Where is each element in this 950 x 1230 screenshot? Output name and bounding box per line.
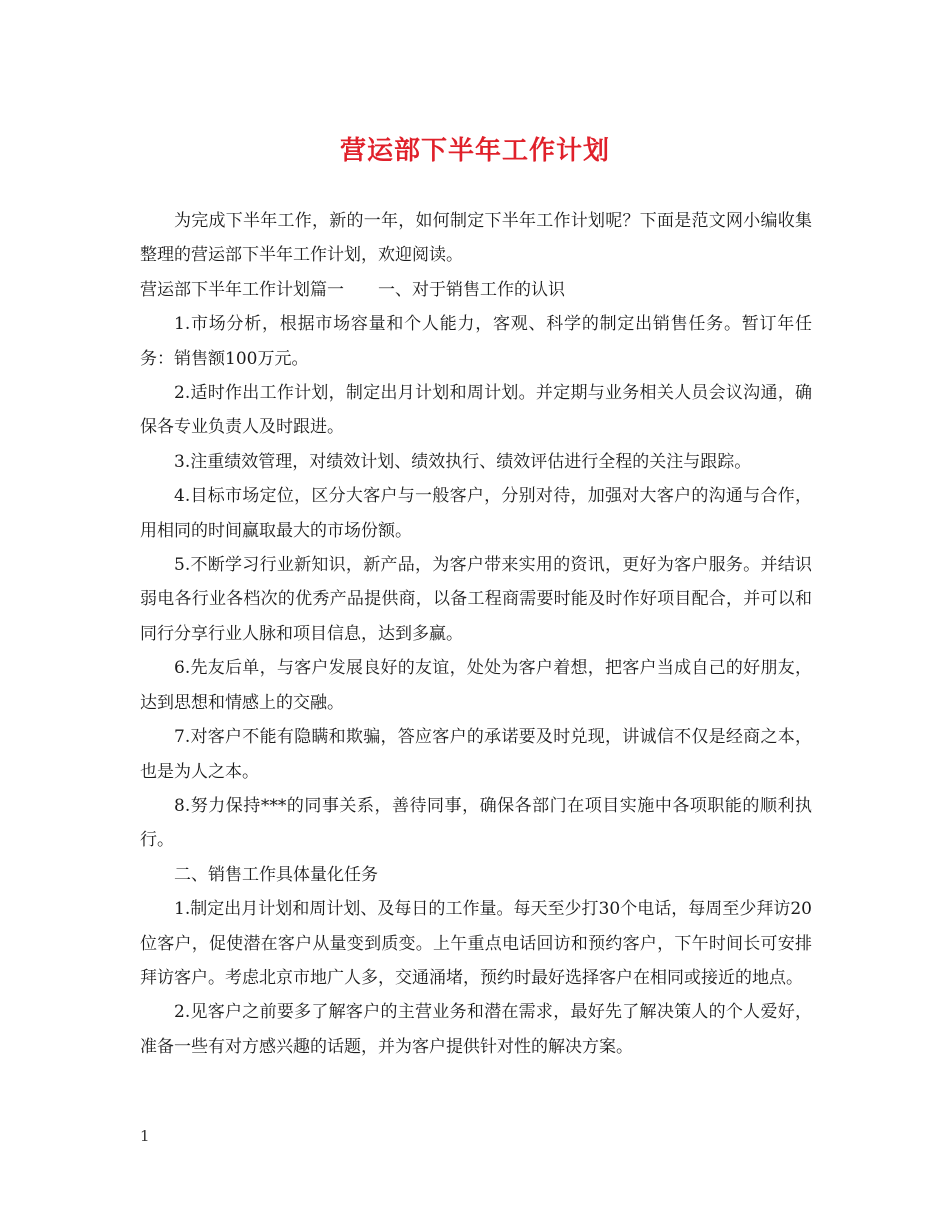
paragraph-intro: 为完成下半年工作，新的一年，如何制定下半年工作计划呢？下面是范文网小编收集整理的营运部下半年工作计划，欢迎阅读。 [140, 211, 812, 266]
page-number: 1 [140, 1127, 150, 1145]
document-body [140, 204, 812, 1064]
list-item: 1.制定出月计划和周计划、及每日的工作量。每天至少打30个电话，每周至少拜访20位客户，促使潜在客户从量变到质变。上午重点电话回访和预约客户，下午时间长可安排拜访客户。考虑北京市地广人多，交通涌堵，预约时最好选择客户在相同或接近的地点。 [140, 899, 812, 988]
list-item: 1.市场分析，根据市场容量和个人能力，客观、科学的制定出销售任务。暂订年任务：销售额100万元。 [140, 314, 812, 369]
section-heading-2: 二、销售工作具体量化任务 [174, 864, 378, 885]
list-item: 2.适时作出工作计划，制定出月计划和周计划。并定期与业务相关人员会议沟通，确保各专业负责人及时跟进。 [140, 383, 812, 438]
list-item: 5.不断学习行业新知识，新产品，为客户带来实用的资讯，更好为客户服务。并结识弱电各行业各档次的优秀产品提供商，以备工程商需要时能及时作好项目配合，并可以和同行分享行业人脉和项目信息，达到多赢。 [140, 555, 812, 644]
list-item: 6.先友后单，与客户发展良好的友谊，处处为客户着想，把客户当成自己的好朋友，达到思想和情感上的交融。 [140, 658, 812, 713]
list-item: 2.见客户之前要多了解客户的主营业务和潜在需求，最好先了解决策人的个人爱好，准备一些有对方感兴趣的话题，并为客户提供针对性的解决方案。 [140, 1002, 812, 1057]
list-item: 4.目标市场定位，区分大客户与一般客户，分别对待，加强对大客户的沟通与合作，用相同的时间赢取最大的市场份额。 [140, 486, 812, 541]
list-item: 7.对客户不能有隐瞒和欺骗，答应客户的承诺要及时兑现，讲诚信不仅是经商之本，也是为人之本。 [140, 727, 812, 782]
document-title: 营运部下半年工作计划 [339, 136, 610, 166]
list-item: 8.努力保持***的同事关系，善待同事，确保各部门在项目实施中各项职能的顺利执行。 [140, 795, 812, 851]
list-item: 3.注重绩效管理，对绩效计划、绩效执行、绩效评估进行全程的关注与跟踪。 [174, 451, 752, 472]
section-heading-1: 营运部下半年工作计划篇一 一、对于销售工作的认识 [140, 279, 565, 300]
